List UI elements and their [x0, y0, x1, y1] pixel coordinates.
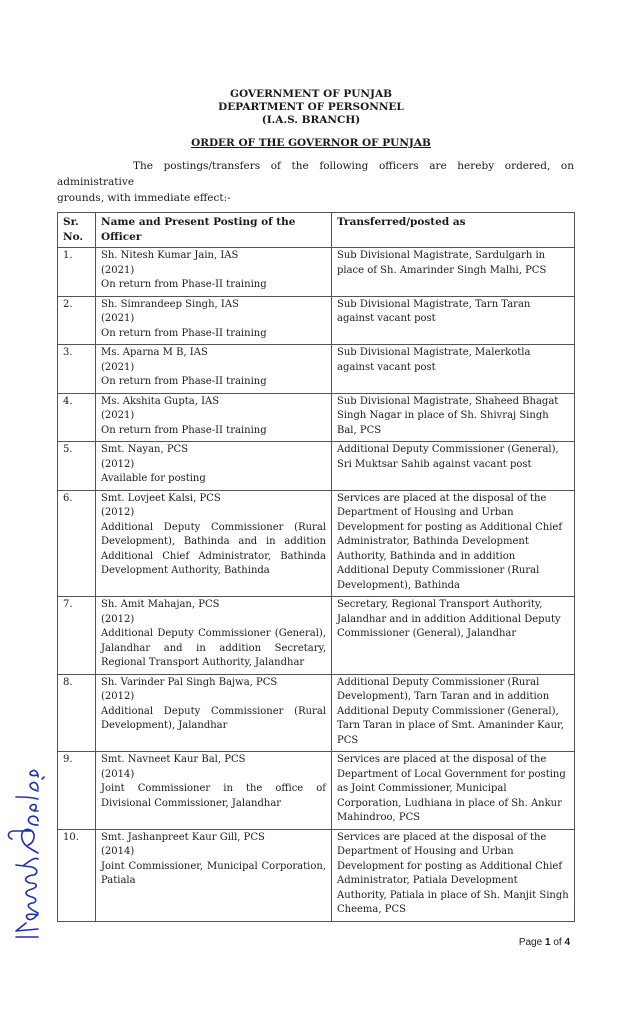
sr-no-cell: 8.: [58, 674, 96, 752]
sr-no-cell: 4.: [58, 393, 96, 442]
signature-stroke-group: [8, 770, 44, 937]
header-branch: (I.A.S. BRANCH): [261, 114, 361, 126]
intro-paragraph: [57, 158, 574, 206]
table-row: [58, 597, 575, 675]
sr-no-cell: 3.: [58, 345, 96, 394]
table-header-row: [58, 213, 575, 248]
officer-present-posting: On return from Phase-II training: [101, 376, 267, 387]
table-body: [58, 248, 575, 922]
posted-as-cell: Sub Divisional Magistrate, Sardulgarh in place of Sh. Amarinder Singh Malhi, PCS: [332, 248, 575, 297]
order-title: ORDER OF THE GOVERNOR OF PUNJAB: [191, 137, 431, 149]
officer-batch: (2021): [101, 410, 135, 421]
sr-no-cell: 1.: [58, 248, 96, 297]
header-posted-as: Transferred/posted as: [332, 213, 575, 248]
table-row: [58, 296, 575, 345]
officer-present-posting: On return from Phase-II training: [101, 424, 267, 436]
officer-present-posting: On return from Phase-II training: [101, 327, 267, 339]
posted-as-cell: Secretary, Regional Transport Authority, Jalandhar and in addition Additional Deputy Commissioner (General), Jalandhar: [332, 597, 575, 675]
postings-table: [57, 212, 575, 922]
posted-as-cell: Sub Divisional Magistrate, Malerkotla against vacant post: [332, 345, 575, 394]
officer-name: Smt. Jashanpreet Kaur Gill, PCS: [101, 831, 265, 843]
officer-present-posting: Available for posting: [101, 473, 206, 484]
officer-name: Sh. Nitesh Kumar Jain, IAS: [101, 250, 239, 261]
table-row: [58, 752, 575, 830]
officer-cell: [96, 393, 332, 442]
header-department: DEPARTMENT OF PERSONNEL: [218, 101, 404, 113]
officer-batch: (2012): [101, 691, 135, 702]
officer-cell: [96, 490, 332, 597]
posted-as-cell: Additional Deputy Commissioner (General), Sri Muktsar Sahib against vacant post: [332, 442, 575, 491]
posted-as-cell: Services are placed at the disposal of the Department of Local Government for posting as Joint Commissioner, Municipal Corporation, Ludhiana in place of Sh. Ankur Mahindroo, PCS: [332, 752, 575, 830]
footer-page-word: Page: [518, 936, 543, 948]
officer-present-posting: Joint Commissioner in the office of Divisional Commissioner, Jalandhar: [101, 783, 326, 809]
officer-name: Smt. Lovjeet Kalsi, PCS: [101, 492, 221, 504]
page-footer: [57, 936, 574, 949]
signature-ailash-stroke: [16, 858, 38, 919]
posted-as-cell: Services are placed at the disposal of the Department of Housing and Urban Development for posting as Additional Chief Administrator, Bathinda Development Authority, Bathinda and in addition Additional Deputy Commissioner (Rural Development), Bathinda: [332, 490, 575, 597]
officer-name: Ms. Aparna M B, IAS: [101, 347, 208, 358]
header-government: GOVERNMENT OF PUNJAB: [230, 88, 392, 100]
intro-line-1: The postings/transfers of the following officers are hereby ordered, on administrative: [57, 160, 574, 188]
posted-as-cell: Sub Divisional Magistrate, Tarn Taran against vacant post: [332, 296, 575, 345]
officer-present-posting: On return from Phase-II training: [101, 279, 267, 290]
table-row: [58, 442, 575, 491]
officer-name: Ms. Akshita Gupta, IAS: [101, 395, 220, 407]
officer-cell: [96, 674, 332, 752]
table-row: [58, 345, 575, 394]
officer-name: Sh. Varinder Pal Singh Bajwa, PCS: [101, 676, 278, 688]
signature-g-stroke: [8, 829, 38, 853]
footer-current-page: 1: [544, 936, 551, 948]
officer-batch: (2021): [101, 361, 135, 373]
intro-line-2: grounds, with immediate effect:-: [57, 192, 231, 204]
officer-batch: (2021): [101, 264, 135, 276]
officer-name: Sh. Simrandeep Singh, IAS: [101, 298, 239, 310]
officer-present-posting: Additional Deputy Commissioner (General), Jalandhar and in addition Secretary, Regional Transport Authority, Jalandhar: [101, 628, 326, 668]
officer-cell: [96, 345, 332, 394]
officer-cell: [96, 597, 332, 675]
officer-cell: [96, 752, 332, 830]
table-row: [58, 829, 575, 921]
table-row: [58, 490, 575, 597]
signature-k-stroke: [16, 923, 38, 937]
officer-name: Smt. Nayan, PCS: [101, 444, 189, 455]
signature-dot-stroke: [42, 777, 44, 779]
header-sr-no: Sr. No.: [58, 213, 96, 248]
officer-present-posting: Additional Deputy Commissioner (Rural Development), Jalandhar: [101, 705, 326, 731]
officer-cell: [96, 829, 332, 921]
table-row: [58, 393, 575, 442]
officer-present-posting: Additional Deputy Commissioner (Rural Development), Bathinda and in addition Additional Chief Administrator, Bathinda Development Authority, Bathinda: [101, 521, 326, 576]
officer-batch: (2012): [101, 458, 135, 470]
officer-cell: [96, 442, 332, 491]
footer-total-pages: 4: [564, 936, 570, 948]
footer-of-word: of: [553, 936, 562, 948]
officer-batch: (2021): [101, 313, 135, 324]
officer-batch: (2012): [101, 613, 135, 625]
posted-as-cell: Additional Deputy Commissioner (Rural Development), Tarn Taran and in addition Additional Deputy Commissioner (General), Tarn Taran in place of Smt. Amaninder Kaur, PCS: [332, 674, 575, 752]
posted-as-cell: Services are placed at the disposal of the Department of Housing and Urban Development for posting as Additional Chief Administrator, Patiala Development Authority, Patiala in place of Sh. Manjit Singh Cheema, PCS: [332, 829, 575, 921]
sr-no-cell: 2.: [58, 296, 96, 345]
officer-present-posting: Joint Commissioner, Municipal Corporation, Patiala: [101, 860, 326, 886]
officer-batch: (2014): [101, 846, 135, 857]
document-header: [0, 88, 622, 127]
sr-no-cell: 7.: [58, 597, 96, 675]
sr-no-cell: 5.: [58, 442, 96, 491]
signature-aulau-stroke: [16, 770, 38, 825]
sr-no-cell: 9.: [58, 752, 96, 830]
officer-cell: [96, 248, 332, 297]
sr-no-cell: 10.: [58, 829, 96, 921]
header-officer: Name and Present Posting of the Officer: [96, 213, 332, 248]
table-row: [58, 674, 575, 752]
posted-as-cell: Sub Divisional Magistrate, Shaheed Bhagat Singh Nagar in place of Sh. Shivraj Singh Bal, PCS: [332, 393, 575, 442]
table-row: [58, 248, 575, 297]
sr-no-cell: 6.: [58, 490, 96, 597]
officer-name: Sh. Amit Mahajan, PCS: [101, 599, 220, 610]
signature: [2, 765, 52, 945]
officer-batch: (2012): [101, 507, 135, 518]
officer-cell: [96, 296, 332, 345]
officer-name: Smt. Navneet Kaur Bal, PCS: [101, 754, 246, 765]
officer-batch: (2014): [101, 768, 135, 780]
